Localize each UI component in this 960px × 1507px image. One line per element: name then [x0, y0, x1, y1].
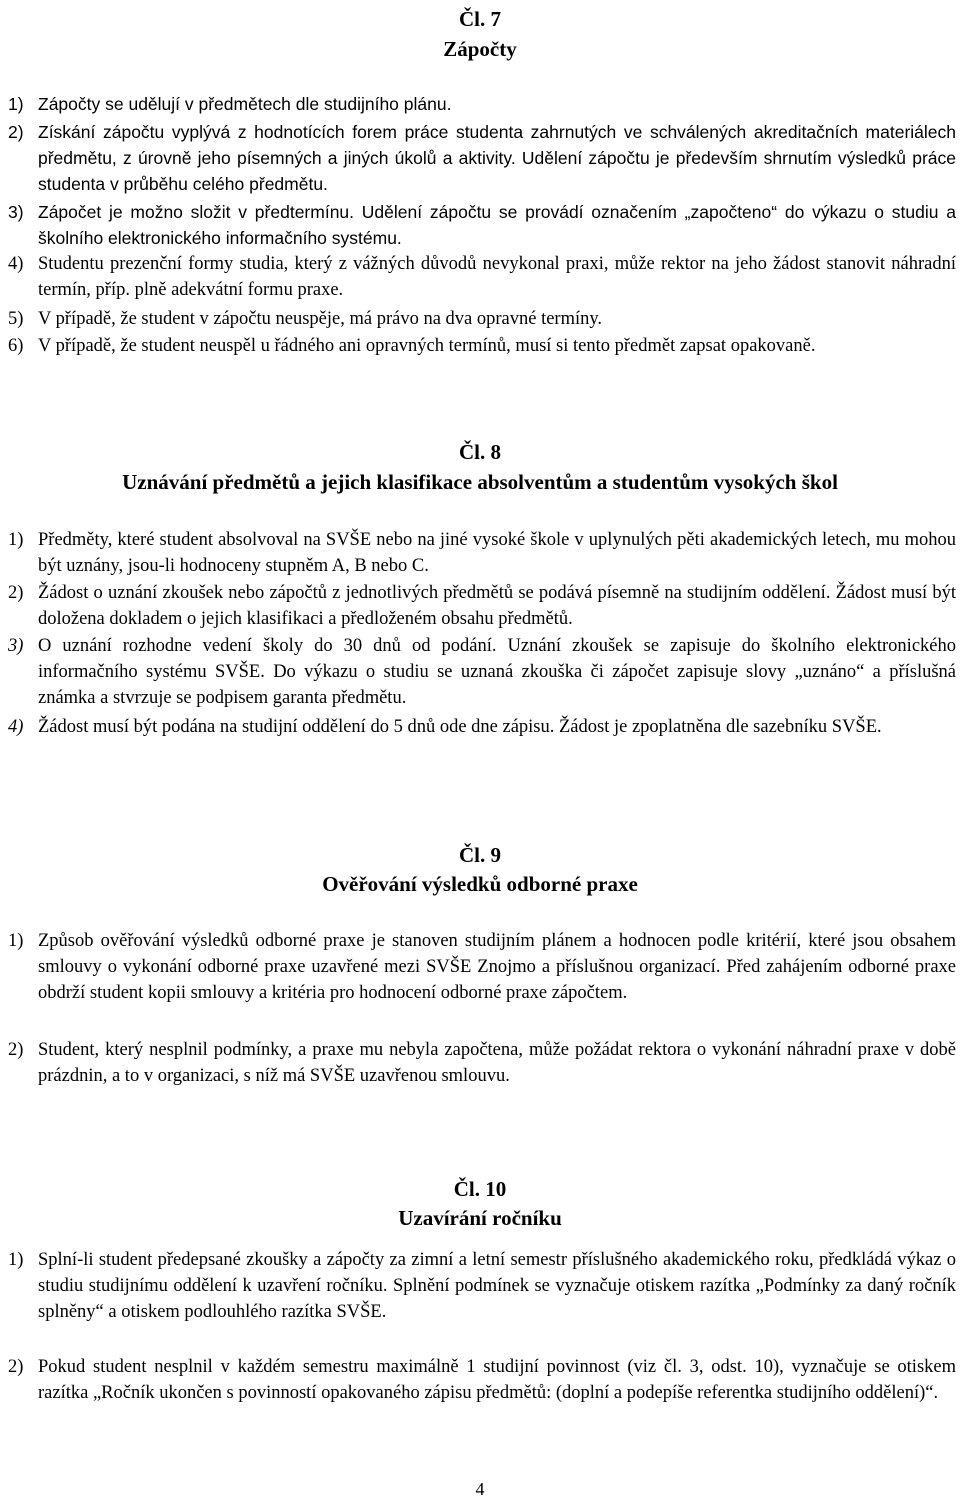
item-number: 2) — [8, 1357, 24, 1377]
article-8-item-4 — [8, 714, 956, 740]
item-text: Žádost musí být podána na studijní oddělení do 5 dnů ode dne zápisu. Žádost je zpoplatněna dle sazebníku SVŠE. — [38, 717, 882, 737]
item-text: Pokud student nesplnil v každém semestru maximálně 1 studijní povinnost (viz čl. 3, odst. 10), vyznačuje se otiskem razítka „Ročník ukončen s povinností opakovaného zápisu předmětů: (doplní a podepíše referentka studijního oddělení)“. — [38, 1357, 956, 1403]
item-number: 3) — [8, 636, 24, 656]
item-number: 1) — [8, 94, 24, 114]
article-10-title: Uzavírání ročníku — [398, 1206, 562, 1230]
item-text: V případě, že student v zápočtu neuspěje, má právo na dva opravné termíny. — [38, 309, 603, 329]
article-7-item-4 — [8, 251, 956, 303]
article-9-number: Čl. 9 — [459, 843, 501, 867]
article-8-item-2 — [8, 580, 956, 632]
item-text: Zápočty se udělují v předmětech dle studijního plánu. — [38, 94, 452, 114]
item-text: Splní-li student předepsané zkoušky a zápočty za zimní a letní semestr příslušného akademického roku, předkládá výkaz o studiu studijnímu oddělení k uzavření ročníku. Splnění podmínek se vyznačuje otiskem razítka „Podmínky za daný ročník splněny“ a otiskem podlouhlého razítka SVŠE. — [38, 1250, 956, 1322]
item-text: Předměty, které student absolvoval na SVŠE nebo na jiné vysoké škole v uplynulých pěti akademických letech, mu mohou být uznány, jsou-li hodnoceny stupněm A, B nebo C. — [38, 530, 956, 576]
article-9-item-2 — [8, 1037, 956, 1089]
item-number: 1) — [8, 1250, 24, 1270]
article-7-item-2 — [8, 119, 956, 197]
item-number: 1) — [8, 530, 24, 550]
item-text: Žádost o uznání zkoušek nebo zápočtů z jednotlivých předmětů se podává písemně na studijním oddělení. Žádost musí být doložena dokladem o jejich klasifikaci a předloženém obsahu předmětů. — [38, 583, 956, 629]
article-7-item-3 — [8, 199, 956, 251]
article-9-title: Ověřování výsledků odborné praxe — [322, 872, 638, 896]
item-number: 2) — [8, 122, 24, 142]
article-9-item-1 — [8, 928, 956, 1006]
item-number: 5) — [8, 309, 24, 329]
article-8-item-3 — [8, 633, 956, 711]
article-7-item-5 — [8, 306, 956, 332]
article-10-number: Čl. 10 — [453, 1177, 507, 1201]
item-text: Studentu prezenční formy studia, který z vážných důvodů nevykonal praxi, může rektor na jeho žádost stanovit náhradní termín, příp. plně adekvátní formu praxe. — [38, 254, 956, 300]
article-10-item-1 — [8, 1247, 956, 1325]
item-number: 2) — [8, 583, 24, 603]
item-text: O uznání rozhodne vedení školy do 30 dnů od podání. Uznání zkoušek se zapisuje do školního elektronického informačního systému SVŠE. Do výkazu o studiu se uznaná zkouška či zápočet zapisuje slovy „uznáno“ a příslušná známka a stvrzuje se podpisem garanta předmětu. — [38, 636, 956, 708]
item-text: Zápočet je možno složit v předtermínu. Udělení zápočtu se provádí označením „započteno“ do výkazu o studiu a školního elektronického informačního systému. — [38, 202, 956, 248]
item-number: 1) — [8, 931, 24, 951]
item-number: 6) — [8, 336, 24, 356]
article-7-item-6 — [8, 333, 956, 359]
item-text: Student, který nesplnil podmínky, a praxe mu nebyla započtena, může požádat rektora o vykonání náhradní praxe v době prázdnin, a to v organizaci, s níž má SVŠE uzavřenou smlouvu. — [38, 1040, 956, 1086]
article-7-title: Zápočty — [443, 37, 517, 61]
item-number: 4) — [8, 254, 24, 274]
item-text: Získání zápočtu vyplývá z hodnotících forem práce studenta zahrnutých ve schválených akreditačních materiálech předmětu, z úrovně jeho písemných a jiných úkolů a aktivity. Udělení zápočtu je především shrnutím výsledků práce studenta v průběhu celého předmětu. — [38, 122, 956, 194]
item-text: V případě, že student neuspěl u řádného ani opravných termínů, musí si tento předmět zapsat opakovaně. — [38, 336, 816, 356]
article-8-number: Čl. 8 — [459, 440, 501, 464]
item-text: Způsob ověřování výsledků odborné praxe je stanoven studijním plánem a hodnocen podle kritérií, které jsou obsahem smlouvy o vykonání odborné praxe uzavřené mezi SVŠE Znojmo a příslušnou organizací. Před zahájením odborné praxe obdrží student kopii smlouvy a kritéria pro hodnocení odborné praxe zápočtem. — [38, 931, 956, 1003]
page-number: 4 — [475, 1479, 485, 1499]
item-number: 3) — [8, 202, 24, 222]
item-number: 4) — [8, 717, 24, 737]
article-8-item-1 — [8, 527, 956, 579]
article-8-title: Uznávání předmětů a jejich klasifikace absolventům a studentům vysokých škol — [122, 470, 838, 494]
article-7-number: Čl. 7 — [459, 7, 501, 31]
article-7-item-1 — [8, 91, 956, 117]
article-10-item-2 — [8, 1354, 956, 1406]
item-number: 2) — [8, 1040, 24, 1060]
